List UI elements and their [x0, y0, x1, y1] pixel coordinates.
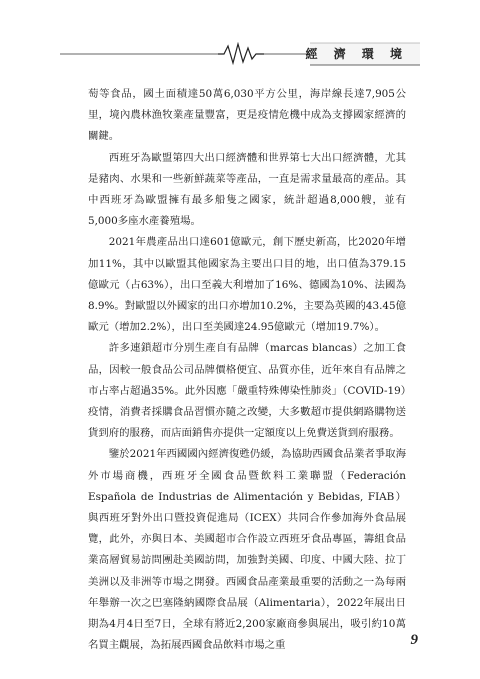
- paragraph: 2021年農產品出口達601億歐元，創下歷史新高，比2020年增加11%，其中以歐盟其他國家為主要出口目的地，出口值為379.15億歐元（占63%），出口至義大利增加了16%、德國為10%、法國為8.9%。對歐盟以外國家的出口亦增加10.2%，主要為英國的43.45億歐元（增加2.2%），出口至美國達24.95億歐元（增加19.7%）。: [88, 236, 406, 334]
- paragraph: 西班牙為歐盟第四大出口經濟體和世界第七大出口經濟體，尤其是豬肉、水果和一些新鮮蔬菜等產品，一直是需求量最高的產品。其中西班牙為歐盟擁有最多船隻之國家，統計超過8,000艘，並有5,000多座水產養殖場。: [88, 151, 406, 228]
- body-text: [88, 84, 406, 656]
- paragraph: 許多連鎖超市分別生產自有品牌（marcas blancas）之加工食品，因較一般食品公司品牌價格便宜、品質亦佳，近年來自有品牌之市占率占超過35%。此外因應「嚴重特殊傳染性肺炎」（COVID-19）疫情，消費者採購食品習慣亦隨之改變，大多數超市提供網路購物送貨到府的服務，而店面銷售亦提供一定額度以上免費送貨到府服務。: [88, 342, 406, 440]
- section-title: 經 濟 環 境: [305, 47, 408, 61]
- paragraph: 萄等食品，國土面積達50萬6,030平方公里，海岸線長達7,905公里，境內農林漁牧業產量豐富，更是疫情危機中成為支撐國家經濟的關鍵。: [88, 88, 406, 143]
- page-header: [60, 42, 420, 66]
- paragraph: 鑒於2021年西國國內經濟復甦仍緩，為協助西國食品業者爭取海外市場商機，西班牙全國食品暨飲料工業聯盟（Federación Española de Industrias de Alimentación y Bebidas, FIAB）與西班牙對外出口暨投資促進局（ICEX）共同合作參加海外食品展覽，此外，亦與日本、美國超市合作設立西班牙食品專區，籌組食品業高層貿易訪問團赴美國訪問，加強對美國、印度、中國大陸、拉丁美洲以及非洲等市場之開發。西國食品產業最重要的活動之一為每兩年舉辦一次之巴塞隆納國際食品展（Alimentaria），2022年展出日期為4月4日至7日，全球有將近2,200家廠商參與展出，吸引約10萬名買主觀展，為拓展西國食品飲料市場之重: [88, 448, 406, 652]
- page-number: 9: [410, 632, 418, 648]
